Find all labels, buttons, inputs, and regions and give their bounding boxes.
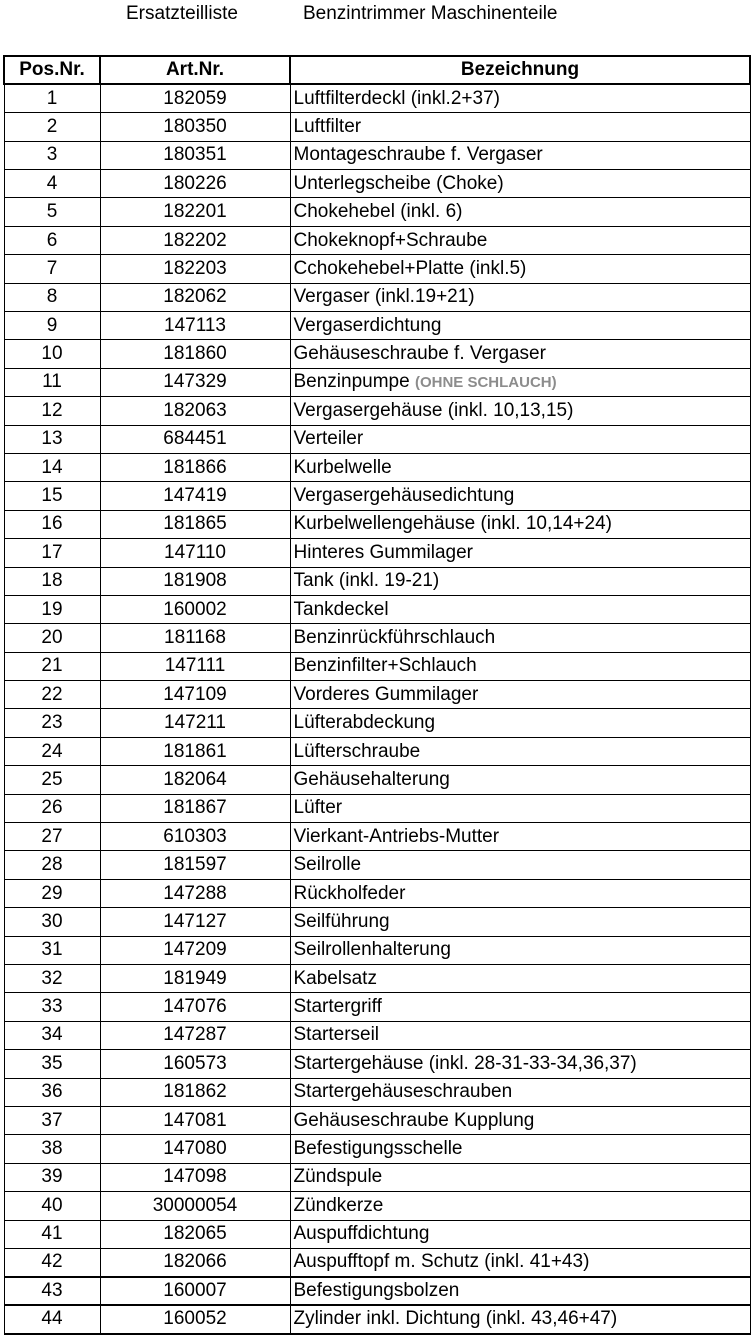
cell-bez — [290, 1135, 750, 1163]
cell-pos: 40 — [4, 1192, 100, 1220]
cell-art: 181862 — [100, 1078, 290, 1106]
cell-bez — [290, 1106, 750, 1134]
cell-art: 147209 — [100, 936, 290, 964]
cell-pos: 6 — [4, 226, 100, 254]
cell-bez — [290, 1163, 750, 1191]
cell-pos: 24 — [4, 737, 100, 765]
cell-pos: 37 — [4, 1106, 100, 1134]
cell-bez-text: Lüfterschraube — [293, 740, 421, 762]
cell-bez — [290, 1277, 750, 1305]
cell-pos: 34 — [4, 1021, 100, 1049]
table-row — [4, 425, 750, 453]
cell-bez — [290, 198, 750, 226]
cell-art: 181597 — [100, 851, 290, 879]
table-row — [4, 198, 750, 226]
cell-bez-text: Vergasergehäuse (inkl. 10,13,15) — [293, 399, 574, 421]
cell-bez — [290, 453, 750, 481]
cell-art: 182065 — [100, 1220, 290, 1248]
cell-bez-text: Vierkant-Antriebs-Mutter — [293, 825, 500, 847]
cell-art: 180226 — [100, 170, 290, 198]
cell-bez-text: Seilrollenhalterung — [293, 939, 451, 961]
cell-pos: 22 — [4, 681, 100, 709]
cell-bez — [290, 624, 750, 652]
cell-bez — [290, 340, 750, 368]
cell-pos: 35 — [4, 1050, 100, 1078]
cell-art: 182201 — [100, 198, 290, 226]
table-row — [4, 624, 750, 652]
cell-bez — [290, 1305, 750, 1333]
cell-bez-text: Gehäuseschraube Kupplung — [293, 1109, 535, 1131]
cell-pos: 31 — [4, 936, 100, 964]
cell-bez-text: Zündspule — [293, 1166, 383, 1188]
table-header — [4, 56, 750, 84]
table-row — [4, 993, 750, 1021]
cell-bez — [290, 283, 750, 311]
cell-pos: 13 — [4, 425, 100, 453]
cell-bez-text: Tankdeckel — [293, 598, 389, 620]
cell-pos: 18 — [4, 567, 100, 595]
cell-bez-text: Vorderes Gummilager — [293, 683, 479, 705]
cell-bez-text: Unterlegscheibe (Choke) — [293, 172, 504, 194]
cell-pos: 26 — [4, 794, 100, 822]
cell-bez — [290, 539, 750, 567]
cell-pos: 36 — [4, 1078, 100, 1106]
cell-art: 147329 — [100, 368, 290, 396]
table-row — [4, 539, 750, 567]
cell-bez-note: (OHNE SCHLAUCH) — [414, 373, 557, 391]
cell-bez-text: Lüfter — [293, 797, 343, 819]
header-row — [4, 56, 750, 84]
cell-pos: 20 — [4, 624, 100, 652]
cell-art: 160002 — [100, 595, 290, 623]
table-row — [4, 1106, 750, 1134]
cell-bez-text: Benzinrückführschlauch — [293, 627, 496, 648]
cell-pos: 1 — [4, 84, 100, 112]
cell-bez-text: Auspuffdichtung — [293, 1223, 430, 1245]
cell-bez — [290, 84, 750, 112]
cell-bez — [290, 823, 750, 851]
table-row — [4, 709, 750, 737]
cell-bez — [290, 965, 750, 993]
cell-pos: 10 — [4, 340, 100, 368]
table-row — [4, 681, 750, 709]
cell-bez — [290, 709, 750, 737]
table-row — [4, 908, 750, 936]
cell-pos: 8 — [4, 283, 100, 311]
cell-bez-text: Luftfilterdeckl (inkl.2+37) — [293, 87, 500, 109]
cell-art: 147111 — [100, 652, 290, 680]
table-row — [4, 1277, 750, 1305]
cell-bez-text: Luftfilter — [293, 115, 362, 137]
cell-bez-text: Vergaserdichtung — [293, 314, 442, 336]
cell-bez-text: Befestigungsschelle — [293, 1138, 463, 1160]
table-row — [4, 255, 750, 283]
cell-bez — [290, 766, 750, 794]
cell-bez — [290, 226, 750, 254]
cell-art: 147080 — [100, 1135, 290, 1163]
cell-bez-text: Kabelsatz — [293, 967, 377, 989]
cell-bez — [290, 1021, 750, 1049]
cell-art: 181908 — [100, 567, 290, 595]
table-row — [4, 397, 750, 425]
cell-pos: 19 — [4, 595, 100, 623]
table-row — [4, 84, 750, 112]
table-row — [4, 1220, 750, 1248]
cell-bez — [290, 255, 750, 283]
cell-bez-text: Zündkerze — [293, 1194, 384, 1216]
cell-pos: 41 — [4, 1220, 100, 1248]
cell-bez-text: Vergasergehäusedichtung — [293, 485, 515, 507]
cell-art: 182203 — [100, 255, 290, 283]
cell-art: 147419 — [100, 482, 290, 510]
table-row — [4, 312, 750, 340]
cell-bez — [290, 595, 750, 623]
table-row — [4, 510, 750, 538]
cell-bez — [290, 1192, 750, 1220]
cell-pos: 5 — [4, 198, 100, 226]
cell-art: 181860 — [100, 340, 290, 368]
cell-bez-text: Startergehäuse (inkl. 28-31-33-34,36,37) — [293, 1052, 637, 1074]
cell-bez — [290, 1248, 750, 1276]
table-row — [4, 113, 750, 141]
cell-bez — [290, 794, 750, 822]
page-header — [0, 1, 752, 27]
cell-bez — [290, 510, 750, 538]
cell-pos: 28 — [4, 851, 100, 879]
cell-art: 181865 — [100, 510, 290, 538]
cell-bez — [290, 1220, 750, 1248]
cell-bez-text: Startergehäuseschrauben — [293, 1081, 513, 1103]
cell-art: 147110 — [100, 539, 290, 567]
column-header-art: Art.Nr. — [100, 56, 290, 84]
table-row — [4, 1021, 750, 1049]
cell-pos: 12 — [4, 397, 100, 425]
cell-pos: 42 — [4, 1248, 100, 1276]
cell-pos: 30 — [4, 908, 100, 936]
cell-bez-text: Startergriff — [293, 996, 382, 1018]
table-row — [4, 851, 750, 879]
cell-bez — [290, 141, 750, 169]
cell-bez — [290, 113, 750, 141]
cell-art: 160573 — [100, 1050, 290, 1078]
table-row — [4, 482, 750, 510]
cell-bez-text: Auspufftopf m. Schutz (inkl. 41+43) — [293, 1251, 590, 1273]
cell-bez-text: Cchokehebel+Platte (inkl.5) — [293, 257, 527, 279]
cell-pos: 15 — [4, 482, 100, 510]
table-row — [4, 170, 750, 198]
table-row — [4, 595, 750, 623]
cell-art: 147081 — [100, 1106, 290, 1134]
cell-bez-text: Seilführung — [293, 910, 390, 932]
cell-bez-text: Gehäusehalterung — [293, 768, 450, 790]
cell-bez — [290, 908, 750, 936]
page-title: Ersatzteilliste — [126, 3, 238, 24]
cell-bez-text: Verteiler — [293, 428, 364, 450]
cell-bez-text: Chokeknopf+Schraube — [293, 229, 488, 251]
cell-art: 160052 — [100, 1305, 290, 1333]
cell-bez-text: Rückholfeder — [293, 882, 406, 904]
cell-art: 180351 — [100, 141, 290, 169]
cell-art: 610303 — [100, 823, 290, 851]
cell-pos: 7 — [4, 255, 100, 283]
cell-bez-text: Kurbelwellengehäuse (inkl. 10,14+24) — [293, 513, 612, 535]
cell-bez-text: Befestigungsbolzen — [293, 1279, 460, 1301]
cell-bez-text: Montageschraube f. Vergaser — [293, 144, 543, 166]
cell-pos: 2 — [4, 113, 100, 141]
cell-art: 181861 — [100, 737, 290, 765]
cell-pos: 23 — [4, 709, 100, 737]
cell-bez — [290, 170, 750, 198]
cell-bez-text: Benzinpumpe — [293, 370, 415, 392]
cell-art: 147211 — [100, 709, 290, 737]
cell-bez — [290, 425, 750, 453]
cell-pos: 4 — [4, 170, 100, 198]
cell-bez — [290, 397, 750, 425]
parts-table — [3, 55, 751, 1335]
cell-art: 182064 — [100, 766, 290, 794]
cell-art: 181867 — [100, 794, 290, 822]
cell-bez — [290, 368, 750, 396]
cell-art: 147098 — [100, 1163, 290, 1191]
cell-pos: 9 — [4, 312, 100, 340]
cell-pos: 33 — [4, 993, 100, 1021]
table-row — [4, 1163, 750, 1191]
cell-bez-text: Starterseil — [293, 1024, 380, 1046]
cell-bez-text: Seilrolle — [293, 854, 362, 876]
cell-art: 181949 — [100, 965, 290, 993]
cell-art: 30000054 — [100, 1192, 290, 1220]
cell-pos: 39 — [4, 1163, 100, 1191]
cell-bez-text: Tank (inkl. 19-21) — [293, 570, 440, 592]
table-row — [4, 453, 750, 481]
table-row — [4, 141, 750, 169]
cell-art: 147287 — [100, 1021, 290, 1049]
cell-bez-text: Lüfterabdeckung — [293, 712, 436, 734]
table-row — [4, 368, 750, 396]
cell-art: 182066 — [100, 1248, 290, 1276]
cell-pos: 11 — [4, 368, 100, 396]
cell-bez-text: Vergaser (inkl.19+21) — [293, 286, 475, 308]
table-row — [4, 1135, 750, 1163]
table-row — [4, 340, 750, 368]
cell-pos: 25 — [4, 766, 100, 794]
cell-bez — [290, 312, 750, 340]
cell-bez-text: Chokehebel (inkl. 6) — [293, 201, 463, 223]
cell-bez-text: Kurbelwelle — [293, 456, 392, 478]
column-header-pos: Pos.Nr. — [4, 56, 100, 84]
cell-pos: 32 — [4, 965, 100, 993]
cell-art: 147076 — [100, 993, 290, 1021]
cell-bez-text: Hinteres Gummilager — [293, 541, 473, 563]
cell-bez-text: Gehäuseschraube f. Vergaser — [293, 343, 546, 365]
cell-pos: 38 — [4, 1135, 100, 1163]
cell-pos: 16 — [4, 510, 100, 538]
cell-art: 182063 — [100, 397, 290, 425]
cell-art: 147127 — [100, 908, 290, 936]
table-row — [4, 794, 750, 822]
table-row — [4, 1050, 750, 1078]
cell-pos: 27 — [4, 823, 100, 851]
cell-pos: 43 — [4, 1277, 100, 1305]
table-row — [4, 226, 750, 254]
cell-pos: 17 — [4, 539, 100, 567]
cell-pos: 44 — [4, 1305, 100, 1333]
cell-art: 182059 — [100, 84, 290, 112]
table-row — [4, 1305, 750, 1333]
cell-bez — [290, 567, 750, 595]
table-row — [4, 766, 750, 794]
cell-bez — [290, 851, 750, 879]
cell-art: 181866 — [100, 453, 290, 481]
cell-bez — [290, 1078, 750, 1106]
column-header-bez: Bezeichnung — [290, 56, 750, 84]
cell-bez — [290, 482, 750, 510]
table-row — [4, 1078, 750, 1106]
table-row — [4, 283, 750, 311]
cell-art: 147109 — [100, 681, 290, 709]
cell-bez — [290, 652, 750, 680]
cell-art: 147288 — [100, 879, 290, 907]
table-row — [4, 737, 750, 765]
cell-bez — [290, 1050, 750, 1078]
cell-bez — [290, 681, 750, 709]
table-row — [4, 567, 750, 595]
table-row — [4, 879, 750, 907]
cell-bez — [290, 879, 750, 907]
table-row — [4, 1192, 750, 1220]
cell-art: 181168 — [100, 624, 290, 652]
table-row — [4, 965, 750, 993]
cell-pos: 29 — [4, 879, 100, 907]
cell-pos: 3 — [4, 141, 100, 169]
table-body — [4, 84, 750, 1333]
table-row — [4, 823, 750, 851]
cell-art: 147113 — [100, 312, 290, 340]
table-row — [4, 1248, 750, 1276]
cell-bez-text: Zylinder inkl. Dichtung (inkl. 43,46+47) — [293, 1308, 618, 1330]
cell-bez — [290, 993, 750, 1021]
cell-art: 180350 — [100, 113, 290, 141]
cell-art: 160007 — [100, 1277, 290, 1305]
table-row — [4, 652, 750, 680]
cell-pos: 14 — [4, 453, 100, 481]
cell-art: 182062 — [100, 283, 290, 311]
cell-art: 684451 — [100, 425, 290, 453]
table-row — [4, 936, 750, 964]
cell-art: 182202 — [100, 226, 290, 254]
cell-bez-text: Benzinfilter+Schlauch — [293, 655, 477, 677]
page-subtitle: Benzintrimmer Maschinenteile — [303, 3, 558, 24]
cell-bez — [290, 737, 750, 765]
cell-bez — [290, 936, 750, 964]
cell-pos: 21 — [4, 652, 100, 680]
